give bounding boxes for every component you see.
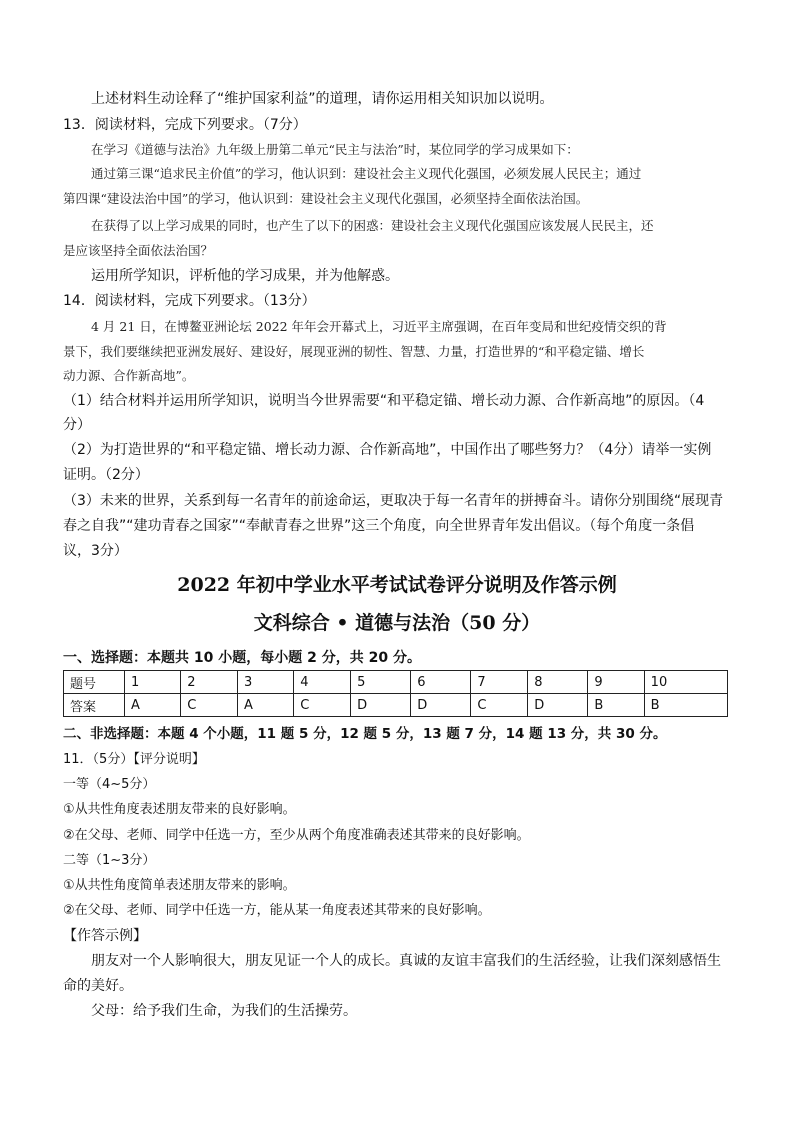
- q11-grade-2-item: ①从共性角度简单表述朋友带来的影响。: [63, 878, 296, 893]
- table-cell: 7: [471, 671, 528, 694]
- q11-head: 11．（5分）【评分说明】: [63, 752, 205, 767]
- answer-table: [63, 670, 728, 717]
- q11-example: 朋友对一个人影响很大，朋友见证一个人的成长。真诚的友谊丰富我们的生活经验，让我们深刻感悟生: [91, 953, 721, 969]
- table-cell: D: [411, 694, 471, 717]
- q14-material: 4 月 21 日，在博鳌亚洲论坛 2022 年年会开幕式上，习近平主席强调，在百年变局和世纪疫情交织的背: [91, 319, 667, 334]
- table-cell: B: [588, 694, 644, 717]
- answer-key-subtitle: 文科综合 • 道德与法治（50 分）: [253, 612, 541, 634]
- q11-grade-1-item: ①从共性角度表述朋友带来的良好影响。: [63, 802, 296, 817]
- table-row-label: 答案: [64, 694, 125, 717]
- section-1-heading: 一、选择题：本题共 10 小题，每小题 2 分，共 20 分。: [63, 650, 421, 666]
- table-cell: D: [528, 694, 588, 717]
- table-cell: 8: [528, 671, 588, 694]
- table-cell: D: [351, 694, 411, 717]
- section-2-heading: 二、非选择题：本题 4 个小题，11 题 5 分，12 题 5 分，13 题 7 分，14 题 13 分，共 30 分。: [63, 726, 667, 742]
- table-cell: A: [238, 694, 294, 717]
- q14-material: 动力源、合作新高地”。: [63, 368, 195, 383]
- q14-sub2: （2）为打造世界的“和平稳定锚、增长动力源、合作新高地”，中国作出了哪些努力？（4分）请举一实例: [63, 442, 712, 458]
- table-cell: 5: [351, 671, 411, 694]
- q14-sub1: 分）: [63, 417, 91, 433]
- table-cell: 3: [238, 671, 294, 694]
- q14-sub3: （3）未来的世界，关系到每一名青年的前途命运，更取决于每一名青年的拼搏奋斗。请你分别围绕“展现青: [63, 493, 724, 509]
- q14-sub2: 证明。（2分）: [63, 467, 149, 483]
- table-row: [64, 694, 728, 717]
- table-cell: 9: [588, 671, 644, 694]
- q11-grade-1: 一等（4~5分）: [63, 777, 156, 792]
- table-cell: C: [294, 694, 351, 717]
- q14-material: 景下，我们要继续把亚洲发展好、建设好，展现亚洲的韧性、智慧、力量，打造世界的“和平稳定锚、增长: [63, 344, 645, 359]
- table-cell: 1: [125, 671, 181, 694]
- table-cell: B: [644, 694, 727, 717]
- table-cell: 10: [644, 671, 727, 694]
- table-cell: 2: [181, 671, 238, 694]
- q11-example: 父母：给予我们生命，为我们的生活操劳。: [91, 1003, 357, 1019]
- q11-grade-2: 二等（1~3分）: [63, 853, 156, 868]
- q13-head: 13．阅读材料，完成下列要求。（7分）: [63, 117, 307, 133]
- q14-head: 14．阅读材料，完成下列要求。（13分）: [63, 293, 316, 309]
- table-cell: 6: [411, 671, 471, 694]
- q13-material: 在获得了以上学习成果的同时，也产生了以下的困惑：建设社会主义现代化强国应该发展人民民主，还: [91, 218, 654, 233]
- q11-grade-1-item: ②在父母、老师、同学中任选一方，至少从两个角度准确表述其带来的良好影响。: [63, 828, 530, 843]
- table-cell: C: [471, 694, 528, 717]
- answer-key-title: 2022 年初中学业水平考试试卷评分说明及作答示例: [177, 574, 617, 596]
- table-cell: C: [181, 694, 238, 717]
- q11-example-head: 【作答示例】: [63, 928, 147, 944]
- table-row-label: 题号: [64, 671, 125, 694]
- q11-example: 命的美好。: [63, 978, 133, 994]
- q14-sub3: 春之自我”“建功青春之国家”“奉献青春之世界”这三个角度，向全世界青年发出倡议。（每个角度一条倡: [63, 518, 695, 534]
- table-row: [64, 671, 728, 694]
- table-cell: 4: [294, 671, 351, 694]
- q14-sub1: （1）结合材料并运用所学知识，说明当今世界需要“和平稳定锚、增长动力源、合作新高地”的原因。（4: [63, 393, 705, 409]
- q13-material: 是应该坚持全面依法治国？: [63, 243, 214, 258]
- q13-material: 通过第三课“追求民主价值”的学习，他认识到：建设社会主义现代化强国，必须发展人民民主；通过: [91, 166, 642, 181]
- q13-material: 第四课“建设法治中国”的学习，他认识到：建设社会主义现代化强国，必须坚持全面依法治国。: [63, 191, 589, 206]
- q12-tail: 上述材料生动诠释了“维护国家利益”的道理，请你运用相关知识加以说明。: [91, 91, 554, 107]
- q11-grade-2-item: ②在父母、老师、同学中任选一方，能从某一角度表述其带来的良好影响。: [63, 903, 491, 918]
- q13-ask: 运用所学知识，评析他的学习成果，并为他解惑。: [91, 268, 399, 284]
- table-cell: A: [125, 694, 181, 717]
- q13-material: 在学习《道德与法治》九年级上册第二单元“民主与法治”时，某位同学的学习成果如下：: [91, 142, 579, 157]
- q14-sub3: 议，3分）: [63, 543, 128, 559]
